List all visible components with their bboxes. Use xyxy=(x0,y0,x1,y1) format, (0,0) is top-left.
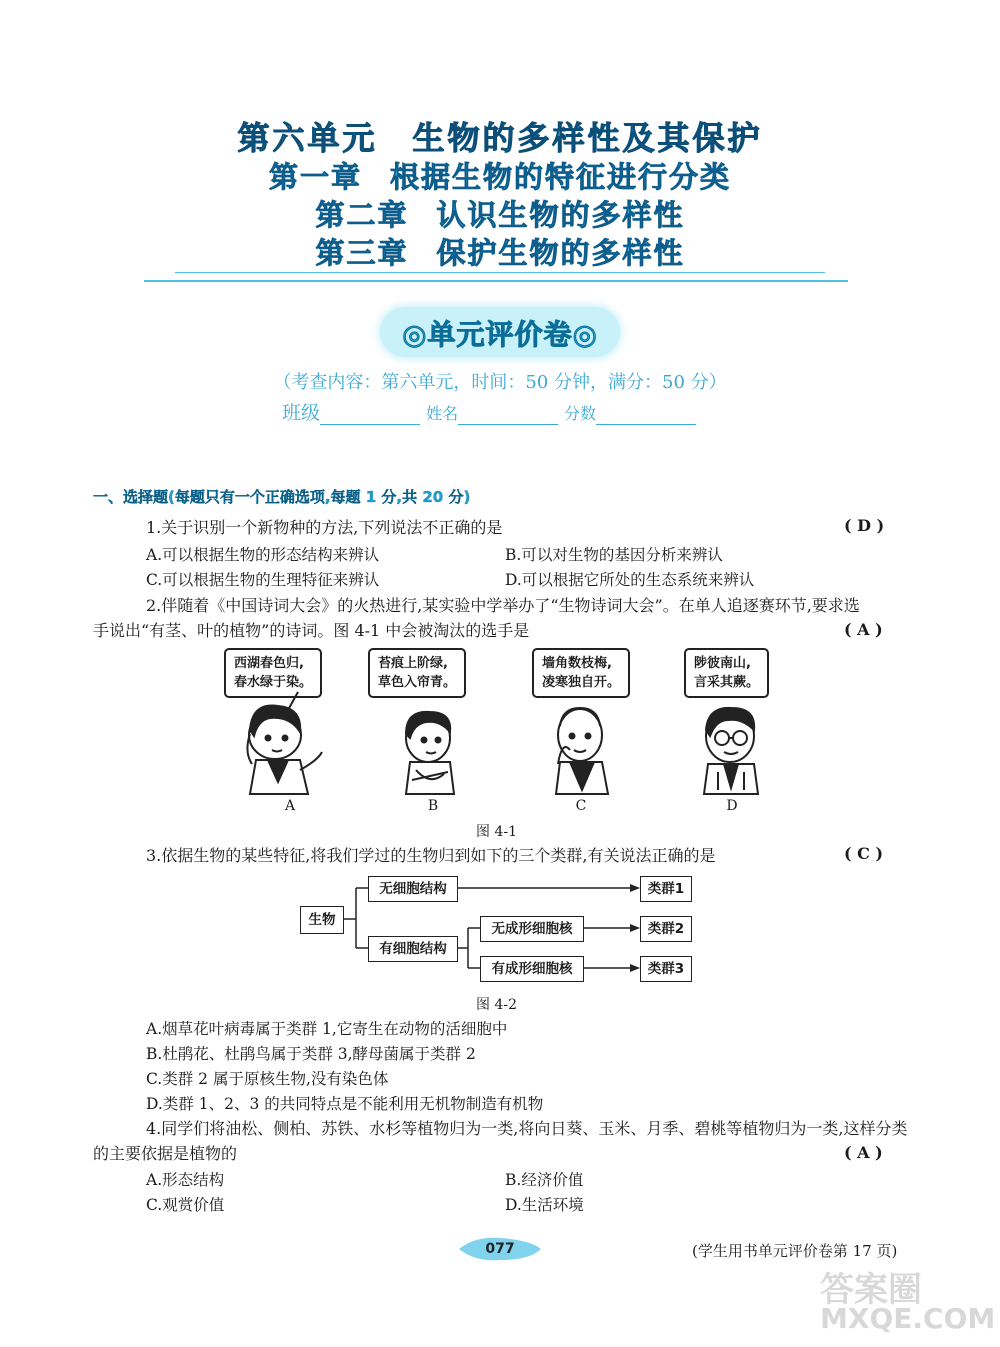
chapter-2-name: 认识生物的多样性 xyxy=(436,198,685,232)
bubble-d-line1: 陟彼南山, xyxy=(694,656,751,671)
bubble-c-line2: 凌寒独自开。 xyxy=(542,675,621,690)
page-number: 077 xyxy=(485,1241,515,1257)
q4-answer: ( A ) xyxy=(844,1143,883,1162)
node-group-1: 类群1 xyxy=(640,876,692,902)
student-a-figure xyxy=(247,692,322,794)
q2-stem-line2: 手说出“有茎、叶的植物”的诗词。图 4-1 中会被淘汰的选手是 xyxy=(93,621,530,640)
title-divider-bottom xyxy=(144,280,848,282)
q3-stem: 3.依据生物的某些特征,将我们学过的生物归到如下的三个类群,有关说法正确的是 xyxy=(146,846,716,865)
q4-option-b: B.经济价值 xyxy=(505,1171,584,1189)
chapter-3-title xyxy=(0,234,1000,272)
class-label: 班级 xyxy=(282,402,321,424)
student-c-figure xyxy=(556,708,608,794)
student-a-label: A xyxy=(284,798,296,814)
q2-stem-line1: 2.伴随着《中国诗词大会》的火热进行,某实验中学举办了“生物诗词大会”。在单人追逐赛环节,要求选 xyxy=(146,596,860,615)
q3-answer: ( C ) xyxy=(844,844,884,863)
class-field[interactable] xyxy=(320,402,420,425)
node-no-nucleus: 无成形细胞核 xyxy=(480,916,584,942)
student-b-figure xyxy=(406,712,454,794)
q4-option-a: A.形态结构 xyxy=(146,1171,225,1189)
title-divider-top xyxy=(175,272,825,273)
q3-option-c: C.类群 2 属于原核生物,没有染色体 xyxy=(146,1070,389,1088)
name-label: 姓名 xyxy=(426,404,459,423)
node-cell-structure: 有细胞结构 xyxy=(368,936,458,962)
chapter-3-label: 第三章 xyxy=(315,236,409,270)
students-illustration xyxy=(230,690,790,798)
q1-option-b: B.可以对生物的基因分析来辨认 xyxy=(505,546,723,564)
q1-option-c: C.可以根据生物的生理特征来辨认 xyxy=(146,571,380,589)
watermark-logo-top: 答案圈 xyxy=(820,1270,922,1310)
bubble-b-line2: 草色入帘青。 xyxy=(378,675,457,690)
bubble-a-line2: 春水绿于染。 xyxy=(234,675,313,690)
node-nucleus: 有成形细胞核 xyxy=(480,956,584,982)
footer-reference: (学生用书单元评价卷第 17 页) xyxy=(692,1242,898,1260)
q3-option-a: A.烟草花叶病毒属于类群 1,它寄生在动物的活细胞中 xyxy=(146,1020,508,1038)
chapter-3-name: 保护生物的多样性 xyxy=(436,236,685,270)
q2-answer: ( A ) xyxy=(844,620,883,639)
chapter-1-name: 根据生物的特征进行分类 xyxy=(390,160,732,194)
section-heading: 一、选择题(每题只有一个正确选项,每题 1 分,共 20 分) xyxy=(93,488,471,506)
q4-option-d: D.生活环境 xyxy=(505,1196,584,1214)
chapter-1-title xyxy=(0,158,1000,196)
chapter-2-title xyxy=(0,196,1000,234)
figure-4-2-caption: 图 4-2 xyxy=(476,997,517,1013)
node-group-3: 类群3 xyxy=(640,956,692,982)
student-d-label: D xyxy=(726,798,738,814)
bubble-a-line1: 西湖春色归, xyxy=(234,656,304,671)
student-c-label: C xyxy=(575,798,587,814)
node-group-2: 类群2 xyxy=(640,916,692,942)
badge-title: ◎单元评价卷◎ xyxy=(402,318,598,351)
exam-info: （考查内容：第六单元，时间：50 分钟，满分：50 分） xyxy=(273,372,727,393)
q3-option-b: B.杜鹃花、杜鹃鸟属于类群 3,酵母菌属于类群 2 xyxy=(146,1045,476,1063)
name-field[interactable] xyxy=(458,402,558,425)
q1-option-a: A.可以根据生物的形态结构来辨认 xyxy=(146,546,380,564)
q4-stem-line2: 的主要依据是植物的 xyxy=(93,1144,238,1163)
chapter-2-label: 第二章 xyxy=(315,198,409,232)
watermark-logo-bottom: MXQE.COM xyxy=(820,1302,996,1335)
student-fields xyxy=(282,398,696,425)
chapter-1-label: 第一章 xyxy=(268,160,362,194)
q1-stem: 1.关于识别一个新物种的方法,下列说法不正确的是 xyxy=(146,518,503,537)
score-label: 分数 xyxy=(564,404,597,423)
node-no-cell-structure: 无细胞结构 xyxy=(368,876,458,902)
q1-answer: ( D ) xyxy=(844,516,885,535)
q3-option-d: D.类群 1、2、3 的共同特点是不能利用无机物制造有机物 xyxy=(146,1095,544,1113)
unit-title: 第六单元 生物的多样性及其保护 xyxy=(237,119,763,157)
q1-option-d: D.可以根据它所处的生态系统来辨认 xyxy=(505,571,755,589)
bubble-c-line1: 墙角数枝梅, xyxy=(542,656,612,671)
student-d-figure xyxy=(704,708,758,794)
figure-4-1-caption: 图 4-1 xyxy=(476,824,517,840)
node-organisms: 生物 xyxy=(300,906,344,934)
student-b-label: B xyxy=(427,798,439,814)
q4-option-c: C.观赏价值 xyxy=(146,1196,225,1214)
bubble-b-line1: 苔痕上阶绿, xyxy=(378,656,448,671)
title-block xyxy=(0,118,1000,272)
bubble-d-line2: 言采其蕨。 xyxy=(694,675,760,690)
q4-stem-line1: 4.同学们将油松、侧柏、苏铁、水杉等植物归为一类,将向日葵、玉米、月季、碧桃等植物归为一类,这样分类 xyxy=(146,1119,908,1138)
score-field[interactable] xyxy=(596,402,696,425)
